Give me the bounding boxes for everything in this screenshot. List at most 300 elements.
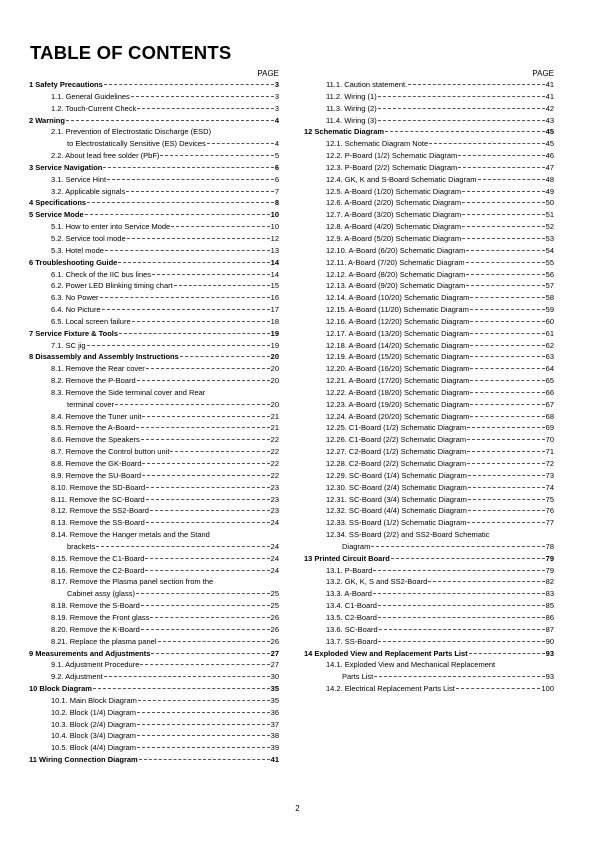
toc-entry-page: 86 — [545, 612, 554, 622]
dot-leader — [466, 285, 544, 286]
toc-entry-page: 10 — [270, 222, 279, 232]
toc-entry[interactable] — [304, 541, 554, 553]
toc-entry-title: 12.30. SC-Board (2/4) Schematic Diagram — [326, 482, 467, 492]
dot-leader — [142, 463, 269, 464]
toc-entry[interactable] — [304, 505, 554, 517]
toc-entry-page: 100 — [541, 684, 554, 694]
toc-entry[interactable] — [304, 174, 554, 186]
toc-entry-title: 6.5. Local screen failure — [51, 316, 131, 326]
toc-entry-title: 11.3. Wiring (2) — [326, 103, 377, 113]
toc-entry-page: 90 — [545, 636, 554, 646]
toc-entry[interactable] — [29, 363, 279, 375]
toc-entry-page: 65 — [545, 376, 554, 386]
toc-entry-title: 8.1. Remove the Rear cover — [51, 364, 145, 374]
dot-leader — [466, 262, 545, 263]
dot-leader — [467, 522, 544, 523]
toc-entry[interactable] — [29, 103, 279, 115]
toc-entry[interactable] — [29, 257, 279, 269]
toc-entry[interactable] — [29, 624, 279, 636]
toc-entry-page: 21 — [270, 411, 279, 421]
toc-entry-title: 6 Troubleshooting Guide — [29, 257, 118, 267]
toc-entry[interactable] — [304, 683, 554, 695]
toc-entry[interactable] — [304, 209, 554, 221]
toc-entry[interactable] — [29, 233, 279, 245]
toc-entry-page: 24 — [270, 565, 279, 575]
toc-entry-page: 20 — [270, 352, 279, 362]
toc-entry-page: 20 — [270, 364, 279, 374]
toc-entry[interactable] — [29, 115, 279, 127]
toc-entry-page: 61 — [545, 328, 554, 338]
dot-leader — [468, 510, 545, 511]
toc-entry[interactable] — [304, 636, 554, 648]
toc-entry[interactable] — [304, 363, 554, 375]
dot-leader — [150, 617, 269, 618]
toc-entry[interactable] — [29, 576, 279, 588]
toc-entry-title: 10.5. Block (4/4) Diagram — [51, 743, 137, 753]
toc-entry[interactable] — [29, 446, 279, 458]
toc-list-right — [304, 79, 554, 695]
dot-leader — [385, 131, 545, 132]
toc-entry-page: 56 — [545, 269, 554, 279]
toc-entry-page: 78 — [545, 541, 554, 551]
toc-entry[interactable] — [304, 375, 554, 387]
toc-entry-page: 17 — [270, 305, 279, 315]
dot-leader — [180, 356, 270, 357]
toc-entry-title: 8.17. Remove the Plasma panel section from the — [51, 577, 214, 587]
toc-entry-page: 43 — [545, 115, 554, 125]
toc-entry-page: 37 — [270, 719, 279, 729]
toc-entry[interactable] — [304, 648, 554, 660]
dot-leader — [146, 522, 270, 523]
toc-entry[interactable] — [29, 126, 279, 138]
toc-entry-title: 6.4. No Picture — [51, 305, 101, 315]
toc-entry-title: 6.3. No Power — [51, 293, 99, 303]
dot-leader — [378, 96, 545, 97]
toc-entry[interactable] — [29, 245, 279, 257]
toc-entry-page: 26 — [270, 612, 279, 622]
toc-entry[interactable] — [304, 292, 554, 304]
toc-entry[interactable] — [29, 304, 279, 316]
toc-entry-page: 12 — [270, 233, 279, 243]
toc-entry-title: 8.6. Remove the Speakers — [51, 435, 140, 445]
dot-leader — [119, 333, 270, 334]
toc-entry[interactable] — [304, 269, 554, 281]
dot-leader — [470, 368, 544, 369]
toc-entry-page: 93 — [545, 672, 554, 682]
toc-entry[interactable] — [29, 162, 279, 174]
toc-entry[interactable] — [29, 221, 279, 233]
toc-entry-page: 39 — [270, 743, 279, 753]
toc-entry[interactable] — [304, 245, 554, 257]
toc-entry-page: 42 — [545, 103, 554, 113]
toc-entry-page: 20 — [270, 399, 279, 409]
toc-entry-page: 75 — [545, 494, 554, 504]
toc-entry-title: 12.29. SC-Board (1/4) Schematic Diagram — [326, 470, 467, 480]
toc-entry[interactable] — [29, 612, 279, 624]
toc-entry-title: 12.24. A-Board (20/20) Schematic Diagram — [326, 411, 470, 421]
toc-entry-page: 57 — [545, 281, 554, 291]
toc-entry[interactable] — [304, 529, 554, 541]
toc-entry-page: 6 — [274, 174, 279, 184]
dot-leader — [170, 451, 269, 452]
toc-entry[interactable] — [29, 648, 279, 660]
toc-entry-title: 8.16. Remove the C2-Board — [51, 565, 145, 575]
dot-leader — [118, 262, 269, 263]
toc-entry-title: 13.6. SC-Board — [326, 624, 378, 634]
page-number: 2 — [295, 804, 300, 813]
toc-entry-title: 5.3. Hotel mode — [51, 245, 104, 255]
toc-entry-title: 7.1. SC jig — [51, 340, 86, 350]
toc-entry-page: 53 — [545, 233, 554, 243]
dot-leader — [150, 510, 270, 511]
toc-entry[interactable] — [29, 174, 279, 186]
toc-entry[interactable] — [29, 588, 279, 600]
toc-entry-title: 12.16. A-Board (12/20) Schematic Diagram — [326, 316, 470, 326]
toc-entry[interactable] — [304, 304, 554, 316]
toc-entry[interactable] — [29, 541, 279, 553]
toc-entry-page: 14 — [270, 257, 279, 267]
toc-entry[interactable] — [29, 719, 279, 731]
dot-leader — [458, 155, 544, 156]
toc-entry[interactable] — [29, 529, 279, 541]
toc-entry-title: 12.9. A-Board (5/20) Schematic Diagram — [326, 233, 462, 243]
toc-entry[interactable] — [304, 316, 554, 328]
toc-entry-title: 13.1. P-Board — [326, 565, 373, 575]
toc-entry[interactable] — [304, 126, 554, 138]
toc-entry[interactable] — [304, 494, 554, 506]
toc-entry-page: 50 — [545, 198, 554, 208]
toc-entry-title: 12.3. P-Board (2/2) Schematic Diagram — [326, 162, 458, 172]
dot-leader — [146, 368, 270, 369]
toc-entry-title: 8.10. Remove the SD-Board — [51, 482, 146, 492]
toc-entry-page: 3 — [274, 103, 279, 113]
toc-entry-title: 12.31. SC-Board (3/4) Schematic Diagram — [326, 494, 467, 504]
toc-entry-page: 52 — [545, 222, 554, 232]
toc-entry[interactable] — [29, 600, 279, 612]
toc-entry-title: 8.7. Remove the Control button unit — [51, 447, 170, 457]
toc-entry[interactable] — [304, 434, 554, 446]
toc-entry-title: 4 Specifications — [29, 198, 87, 208]
toc-entry-title: 13 Printed Circuit Board — [304, 553, 390, 563]
dot-leader — [408, 84, 544, 85]
dot-leader — [146, 487, 269, 488]
toc-entry-title: 8.5. Remove the A-Board — [51, 423, 136, 433]
dot-leader — [470, 345, 544, 346]
toc-entry[interactable] — [29, 292, 279, 304]
dot-leader — [458, 167, 544, 168]
toc-entry-title: 10 Block Diagram — [29, 684, 92, 694]
toc-entry[interactable] — [304, 328, 554, 340]
toc-entry[interactable] — [304, 387, 554, 399]
toc-entry-page: 54 — [545, 245, 554, 255]
toc-entry-title: 1.1. General Guidelines — [51, 91, 130, 101]
toc-entry-page: 35 — [270, 684, 279, 694]
toc-entry[interactable] — [304, 446, 554, 458]
dot-leader — [374, 676, 544, 677]
toc-entry[interactable] — [29, 482, 279, 494]
toc-entry[interactable] — [304, 115, 554, 127]
toc-entry-title: 12.21. A-Board (17/20) Schematic Diagram — [326, 376, 470, 386]
toc-entry[interactable] — [304, 565, 554, 577]
toc-entry[interactable] — [29, 138, 279, 150]
toc-entry-page: 68 — [545, 411, 554, 421]
toc-entry-page: 36 — [270, 707, 279, 717]
toc-entry-title: to Electrostatically Sensitive (ES) Devices — [67, 139, 206, 149]
toc-entry[interactable] — [304, 624, 554, 636]
toc-entry[interactable] — [29, 565, 279, 577]
toc-entry[interactable] — [304, 612, 554, 624]
toc-entry-page: 18 — [270, 316, 279, 326]
toc-entry[interactable] — [29, 553, 279, 565]
toc-entry-title: 6.1. Check of the IIC bus lines — [51, 269, 152, 279]
toc-entry-title: 14.2. Electrical Replacement Parts List — [326, 684, 455, 694]
toc-entry-title: 5.2. Service tool mode — [51, 233, 126, 243]
toc-entry-title: 12.26. C1-Board (2/2) Schematic Diagram — [326, 435, 467, 445]
toc-entry[interactable] — [29, 387, 279, 399]
page-column-header: PAGE — [257, 69, 279, 78]
toc-entry[interactable] — [304, 91, 554, 103]
toc-entry-page: 41 — [545, 80, 554, 89]
toc-entry-title: 12.1. Schematic Diagram Note — [326, 139, 429, 149]
toc-entry[interactable] — [29, 494, 279, 506]
toc-entry-page: 10 — [270, 210, 279, 220]
toc-entry[interactable] — [29, 186, 279, 198]
toc-entry[interactable] — [304, 103, 554, 115]
dot-leader — [371, 546, 544, 547]
toc-entry[interactable] — [304, 221, 554, 233]
toc-entry-title: 14 Exploded View and Replacement Parts List — [304, 648, 468, 658]
toc-entry-page: 13 — [270, 245, 279, 255]
toc-entry-page: 41 — [545, 91, 554, 101]
toc-entry[interactable] — [304, 280, 554, 292]
toc-entry[interactable] — [29, 91, 279, 103]
toc-entry-title: 12.5. A-Board (1/20) Schematic Diagram — [326, 186, 462, 196]
toc-entry-page: 25 — [270, 601, 279, 611]
dot-leader — [378, 617, 545, 618]
toc-entry-page: 3 — [274, 80, 279, 89]
toc-entry[interactable] — [29, 695, 279, 707]
toc-entry[interactable] — [29, 671, 279, 683]
toc-entry-page: 27 — [270, 648, 279, 658]
toc-entry[interactable] — [29, 754, 279, 766]
toc-entry[interactable] — [29, 517, 279, 529]
dot-leader — [136, 593, 270, 594]
toc-entry[interactable] — [304, 659, 554, 671]
toc-entry[interactable] — [29, 434, 279, 446]
toc-entry-page: 79 — [545, 553, 554, 563]
toc-entry-page: 22 — [270, 459, 279, 468]
toc-entry-page: 3 — [274, 91, 279, 101]
toc-entry-page: 38 — [270, 731, 279, 741]
toc-entry-title: 12.8. A-Board (4/20) Schematic Diagram — [326, 222, 462, 232]
toc-entry[interactable] — [304, 340, 554, 352]
dot-leader — [462, 238, 545, 239]
toc-entry[interactable] — [29, 683, 279, 695]
toc-entry[interactable] — [304, 600, 554, 612]
toc-entry[interactable] — [29, 707, 279, 719]
toc-entry-page: 76 — [545, 506, 554, 516]
toc-entry[interactable] — [29, 399, 279, 411]
dot-leader — [470, 333, 544, 334]
toc-entry[interactable] — [29, 328, 279, 340]
dot-leader — [468, 499, 545, 500]
toc-entry-page: 66 — [545, 387, 554, 397]
toc-entry[interactable] — [29, 316, 279, 328]
toc-entry-page: 64 — [545, 364, 554, 374]
toc-entry-title: 12.4. GK, K and S-Board Schematic Diagram — [326, 174, 477, 184]
toc-entry[interactable] — [304, 458, 554, 470]
toc-entry-title: 8.3. Remove the Side terminal cover and Rear — [51, 387, 206, 397]
toc-entry-page: 24 — [270, 553, 279, 563]
toc-entry[interactable] — [304, 482, 554, 494]
toc-entry[interactable] — [304, 351, 554, 363]
toc-entry-title: 12.10. A-Board (6/20) Schematic Diagram — [326, 245, 466, 255]
toc-entry-page: 22 — [270, 470, 279, 480]
dot-leader — [66, 120, 274, 121]
toc-entry[interactable] — [304, 197, 554, 209]
toc-entry-page: 82 — [545, 577, 554, 587]
toc-entry[interactable] — [304, 186, 554, 198]
toc-entry-title: 12.23. A-Board (19/20) Schematic Diagram — [326, 399, 470, 409]
toc-entry-title: 12.33. SS-Board (1/2) Schematic Diagram — [326, 518, 467, 528]
dot-leader — [468, 487, 545, 488]
toc-column-left — [29, 68, 279, 766]
toc-entry[interactable] — [304, 588, 554, 600]
document-title: TABLE OF CONTENTS — [30, 42, 232, 63]
toc-entry-title: Parts List — [342, 672, 374, 682]
toc-column-right — [304, 68, 554, 695]
dot-leader — [151, 653, 269, 654]
dot-leader — [137, 380, 270, 381]
toc-entry[interactable] — [304, 470, 554, 482]
toc-entry-page: 62 — [545, 340, 554, 350]
toc-entry-title: 11.4. Wiring (3) — [326, 115, 377, 125]
toc-entry[interactable] — [304, 671, 554, 683]
dot-leader — [462, 202, 545, 203]
toc-entry[interactable] — [29, 79, 279, 91]
toc-entry-page: 93 — [545, 648, 554, 658]
toc-entry[interactable] — [29, 470, 279, 482]
toc-entry-page: 22 — [270, 435, 279, 445]
toc-entry[interactable] — [29, 209, 279, 221]
dot-leader — [391, 558, 545, 559]
toc-entry-title: 10.3. Block (2/4) Diagram — [51, 719, 137, 729]
toc-entry[interactable] — [29, 197, 279, 209]
toc-entry[interactable] — [29, 505, 279, 517]
toc-entry-title: 13.4. C1-Board — [326, 601, 377, 611]
toc-entry[interactable] — [304, 138, 554, 150]
dot-leader — [470, 309, 545, 310]
dot-leader — [127, 238, 270, 239]
toc-entry[interactable] — [304, 553, 554, 565]
toc-entry[interactable] — [29, 340, 279, 352]
toc-entry[interactable] — [304, 422, 554, 434]
toc-entry[interactable] — [29, 411, 279, 423]
dot-leader — [470, 321, 544, 322]
toc-entry-page: 48 — [545, 174, 554, 184]
toc-entry[interactable] — [304, 79, 554, 91]
toc-entry-title: 10.4. Block (3/4) Diagram — [51, 731, 137, 741]
toc-entry-title: 11 Wiring Connection Diagram — [29, 755, 138, 765]
toc-entry-page: 7 — [274, 186, 279, 196]
toc-entry[interactable] — [29, 422, 279, 434]
toc-entry[interactable] — [304, 162, 554, 174]
toc-entry-title: 9 Measurements and Adjustments — [29, 648, 151, 658]
toc-entry-title: 13.5. C2-Board — [326, 612, 377, 622]
toc-entry[interactable] — [304, 517, 554, 529]
toc-entry-page: 71 — [545, 447, 554, 457]
dot-leader — [378, 120, 545, 121]
dot-leader — [467, 439, 545, 440]
toc-entry-title: 11.2. Wiring (1) — [326, 91, 377, 101]
dot-leader — [470, 356, 544, 357]
toc-entry-page: 27 — [270, 660, 279, 670]
toc-entry[interactable] — [29, 458, 279, 470]
dot-leader — [137, 747, 270, 748]
toc-entry[interactable] — [304, 150, 554, 162]
toc-entry-title: 8.11. Remove the SC-Board — [51, 494, 145, 504]
dot-leader — [142, 416, 269, 417]
toc-entry-page: 25 — [270, 589, 279, 599]
dot-leader — [85, 214, 270, 215]
toc-entry-page: 77 — [545, 518, 554, 528]
dot-leader — [105, 250, 270, 251]
toc-entry[interactable] — [29, 742, 279, 754]
toc-entry-title: 12.19. A-Board (15/20) Schematic Diagram — [326, 352, 470, 362]
toc-entry[interactable] — [304, 576, 554, 588]
dot-leader — [104, 676, 270, 677]
toc-entry-title: 2.1. Prevention of Electrostatic Discharge (ESD) — [51, 127, 212, 137]
toc-entry-title: 7 Service Fixture & Tools — [29, 328, 119, 338]
toc-entry-page: 73 — [545, 470, 554, 480]
toc-entry[interactable] — [29, 351, 279, 363]
toc-entry-title: 12.12. A-Board (8/20) Schematic Diagram — [326, 269, 466, 279]
dot-leader — [428, 581, 544, 582]
toc-entry-title: 13.2. GK, K, S and SS2-Board — [326, 577, 428, 587]
dot-leader — [136, 427, 269, 428]
dot-leader — [466, 250, 544, 251]
toc-entry[interactable] — [304, 399, 554, 411]
dot-leader — [378, 605, 545, 606]
toc-entry[interactable] — [29, 375, 279, 387]
toc-entry[interactable] — [29, 659, 279, 671]
toc-entry-title: 12.17. A-Board (13/20) Schematic Diagram — [326, 328, 470, 338]
toc-entry[interactable] — [29, 269, 279, 281]
dot-leader — [152, 274, 270, 275]
toc-entry-page: 55 — [545, 257, 554, 267]
dot-leader — [470, 380, 544, 381]
toc-entry-title: 2 Warning — [29, 115, 65, 125]
toc-entry[interactable] — [304, 411, 554, 423]
toc-entry[interactable] — [304, 233, 554, 245]
dot-leader — [373, 593, 545, 594]
dot-leader — [378, 641, 544, 642]
toc-entry[interactable] — [29, 730, 279, 742]
toc-entry-title: Cabinet assy (glass) — [67, 589, 135, 599]
toc-entry[interactable] — [29, 150, 279, 162]
toc-entry[interactable] — [29, 636, 279, 648]
dot-leader — [145, 570, 269, 571]
toc-entry-title: 12.32. SC-Board (4/4) Schematic Diagram — [326, 506, 467, 516]
page-column-header: PAGE — [532, 69, 554, 78]
dot-leader — [160, 155, 273, 156]
toc-entry[interactable] — [29, 280, 279, 292]
toc-entry-title: 3 Service Navigation — [29, 162, 103, 172]
toc-entry[interactable] — [304, 257, 554, 269]
toc-entry-title: 8.14. Remove the Hanger metals and the Stand — [51, 530, 210, 540]
toc-entry-page: 47 — [545, 162, 554, 172]
toc-entry-page: 41 — [270, 755, 279, 765]
